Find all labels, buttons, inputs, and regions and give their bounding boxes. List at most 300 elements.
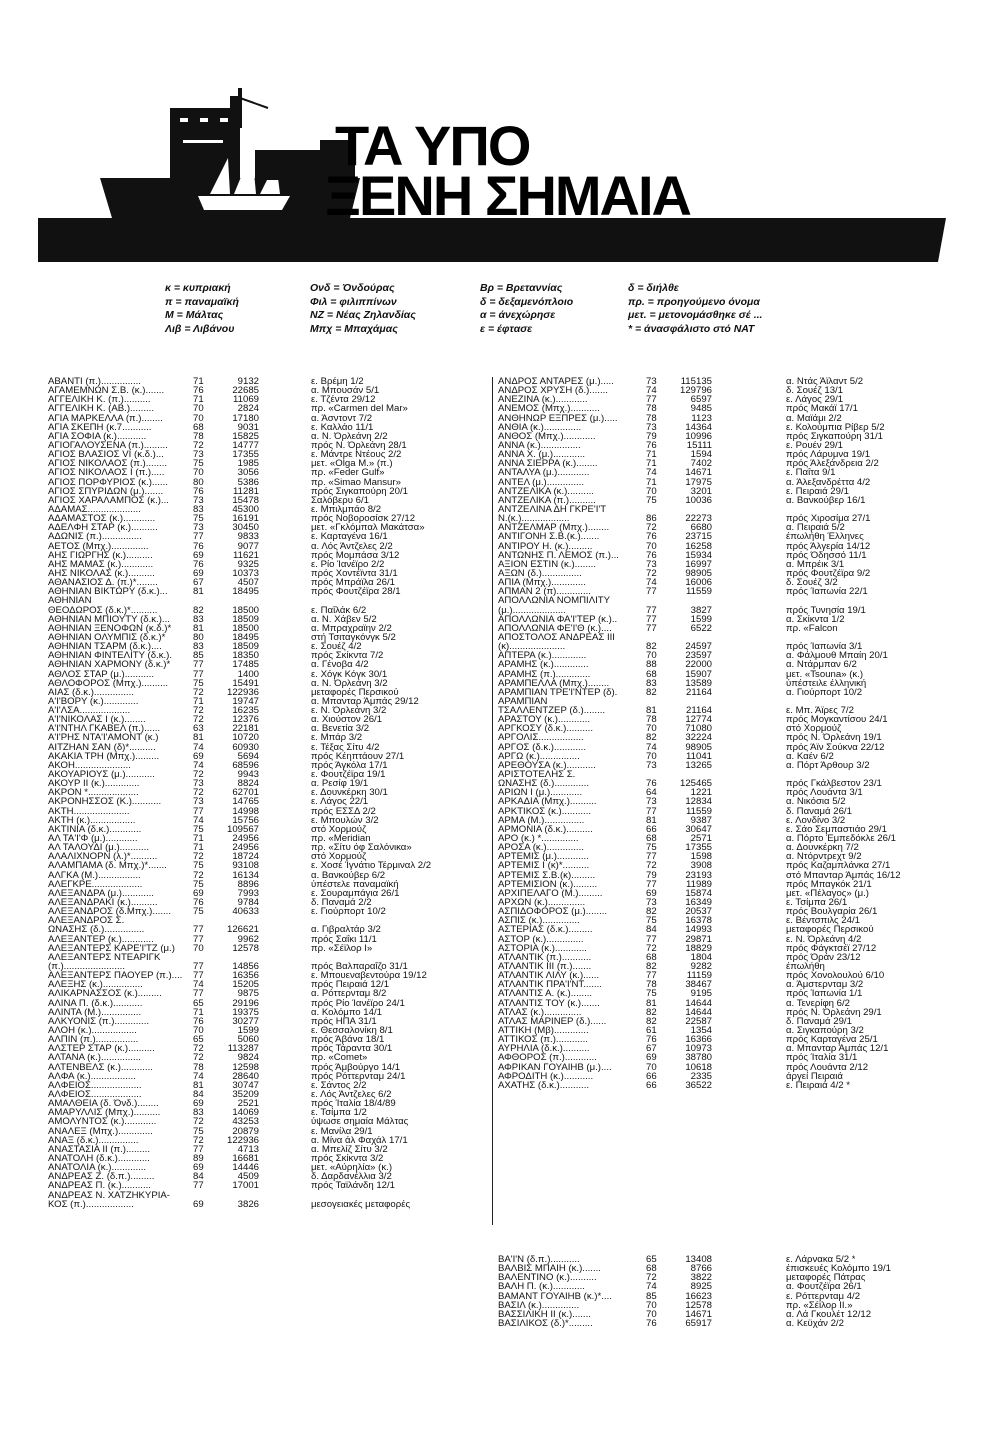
ship-entry bbox=[498, 395, 958, 404]
ship-entry bbox=[498, 542, 958, 551]
ship-status: πρός Καρταγένα 25/1 bbox=[786, 1035, 878, 1045]
build-year: 71 bbox=[646, 459, 657, 469]
ship-entry bbox=[48, 1099, 488, 1108]
build-year: 77 bbox=[646, 605, 657, 615]
tonnage: 15934 bbox=[685, 550, 712, 560]
ship-entry bbox=[48, 944, 488, 953]
ship-name: ΑΤΛΑΝΤΙΚ ΙΙΙ (π.)....... bbox=[498, 962, 592, 972]
sailboat-icon bbox=[198, 196, 290, 210]
build-year: 67 bbox=[646, 1044, 657, 1054]
ship-name: ΑΝΤΙΓΟΝΗ Σ.Β.(κ.)....... bbox=[498, 532, 600, 542]
ship-status: ε. Θεσσαλονίκη 8/1 bbox=[311, 1025, 393, 1036]
ship-entry bbox=[498, 770, 958, 779]
tonnage: 16997 bbox=[685, 559, 712, 569]
ship-name: ΑΡΑΜΗΣ (π.)............. bbox=[498, 669, 591, 679]
ship-entry bbox=[498, 1008, 958, 1017]
ship-status: α. Βενετία 3/2 bbox=[311, 724, 370, 734]
build-year: 89 bbox=[193, 1153, 204, 1164]
tonnage: 17355 bbox=[232, 450, 259, 460]
build-year: 76 bbox=[193, 486, 204, 496]
build-year: 83 bbox=[193, 504, 204, 515]
build-year: 77 bbox=[193, 989, 204, 999]
build-year: 75 bbox=[193, 879, 204, 889]
build-year: 77 bbox=[646, 395, 657, 405]
tonnage: 4507 bbox=[237, 578, 259, 588]
tonnage: 14777 bbox=[232, 440, 259, 451]
tonnage: 11069 bbox=[233, 395, 259, 405]
ship-status: πρ. «Σέϊλορ Ι» bbox=[311, 943, 373, 953]
ship-name: ΑΦΡΙΚΑΝ ΓΟΥΑΙΗΒ (μ.).... bbox=[498, 1062, 612, 1072]
ship-name: ΩΝΑΣΗΣ (δ.)............. bbox=[498, 779, 590, 789]
build-year: 78 bbox=[193, 431, 204, 441]
ship-entry bbox=[498, 1081, 958, 1090]
ship-status: α. Μπουσάν 5/1 bbox=[311, 386, 380, 396]
tonnage: 5694 bbox=[237, 751, 259, 761]
ship-name: ΑΗΣ ΝΙΚΟΛΑΣ (κ.).......... bbox=[48, 568, 155, 579]
build-year: 72 bbox=[193, 715, 204, 725]
ship-name: ΑΛΕΞΑΝΤΕΡΣ ΠΑΟΥΕΡ (π.).... bbox=[48, 971, 183, 981]
build-year: 77 bbox=[646, 934, 657, 944]
tonnage: 30450 bbox=[232, 523, 259, 533]
ship-name: ΑΓΓΕΛΙΚΗ Κ. (ΑΒ.)......... bbox=[48, 404, 155, 414]
ship-status: μετ. «Tsouna» (κ.) bbox=[786, 669, 864, 679]
build-year: 65 bbox=[646, 1255, 657, 1265]
ship-status: πρ. «Falcon bbox=[786, 623, 838, 633]
build-year: 73 bbox=[193, 450, 204, 460]
ship-entry bbox=[498, 560, 958, 569]
tonnage: 17975 bbox=[685, 477, 712, 487]
tonnage: 13265 bbox=[685, 760, 712, 771]
build-year: 65 bbox=[193, 998, 204, 1008]
build-year: 70 bbox=[646, 486, 657, 496]
ship-status: ε. Μπουεναβεντούρα 19/12 bbox=[311, 971, 427, 981]
ship-name: ΑΡΑΜΠΕΛΛΑ (Μπχ.)........ bbox=[498, 678, 610, 688]
ship-status: α. Γιβραλτάρ 3/2 bbox=[311, 925, 381, 935]
build-year: 75 bbox=[193, 1126, 204, 1136]
build-year: 73 bbox=[646, 422, 657, 432]
build-year: 71 bbox=[193, 696, 204, 707]
ship-name: ΑΝΔΡΟΣ ΑΝΤΑΡΕΣ (μ.)..... bbox=[498, 377, 614, 387]
ship-entry bbox=[48, 478, 488, 487]
ship-name: ΑΝΔΡΟΣ ΧΡΥΣΗ (δ.)....... bbox=[498, 386, 608, 396]
ship-status: πρός Άμβούργο 14/1 bbox=[311, 1062, 401, 1072]
ship-name: ΑΡΚΑΔΙΑ (Μπχ.).......... bbox=[498, 797, 597, 807]
tonnage: 11559 bbox=[686, 587, 712, 597]
tonnage: 9784 bbox=[237, 898, 259, 908]
tonnage: 18500 bbox=[232, 605, 259, 615]
ship-name: ΑΓΓΕΛΙΚΗ Κ. (π.).......... bbox=[48, 395, 151, 405]
ship-entry bbox=[48, 596, 488, 605]
tonnage: 32224 bbox=[685, 733, 712, 743]
ship-entry bbox=[498, 642, 958, 651]
ship-name: ΑΝΤΖΕΛΙΚΑ (κ.).......... bbox=[498, 486, 594, 496]
ship-entry bbox=[48, 1035, 488, 1044]
tonnage: 18350 bbox=[232, 651, 259, 661]
build-year: 81 bbox=[646, 706, 657, 716]
ship-entry bbox=[48, 834, 488, 843]
ship-status: άργεί Πειραιά bbox=[786, 1071, 843, 1081]
ship-entry bbox=[498, 706, 958, 715]
ship-entry bbox=[48, 670, 488, 679]
tonnage: 3908 bbox=[690, 861, 712, 871]
ship-entry bbox=[48, 706, 488, 715]
tonnage: 14856 bbox=[232, 962, 259, 972]
ship-name: ΑΙΑΣ (δ.κ.)............... bbox=[48, 687, 134, 697]
build-year: 70 bbox=[646, 541, 657, 551]
tonnage: 16366 bbox=[685, 1035, 712, 1045]
build-year: 72 bbox=[193, 706, 204, 716]
build-year: 69 bbox=[646, 888, 657, 899]
ship-status: α. Κολόμπο 14/1 bbox=[311, 1007, 382, 1017]
ship-name: ΑΣΠΙΣ (κ.).............. bbox=[498, 916, 580, 926]
tonnage: 30747 bbox=[232, 1080, 259, 1090]
legend-entry: ε = έφτασε bbox=[480, 322, 533, 335]
ship-name: ΑΛΠΙΝ (π.)................ bbox=[48, 1035, 139, 1045]
ship-entry bbox=[48, 386, 488, 395]
ship-status: έπωλήθη Έλληνες bbox=[786, 532, 864, 542]
ship-entry bbox=[498, 925, 958, 934]
ship-status: ε. Ν. Όρλεάνη 4/2 bbox=[786, 934, 862, 944]
ship-name: ΑΛ ΤΑΛΟΥΔΙ (μ.)........... bbox=[48, 843, 150, 853]
ship-name: ΑΔΕΛΦΗ ΣΤΑΡ (κ.).......... bbox=[48, 523, 158, 533]
build-year: 76 bbox=[193, 386, 204, 396]
ship-status: α. Ντόρντρεχτ 9/2 bbox=[786, 852, 862, 862]
tonnage: 3822 bbox=[690, 1273, 712, 1283]
build-year: 66 bbox=[646, 1071, 657, 1081]
build-year: 68 bbox=[193, 422, 204, 432]
tonnage: 12774 bbox=[685, 715, 712, 725]
tonnage: 1804 bbox=[690, 952, 712, 963]
ship-name: ΑΝΑΞ (δ.κ.)............... bbox=[48, 1135, 139, 1145]
ship-entry bbox=[48, 797, 488, 806]
ship-entry bbox=[498, 852, 958, 861]
build-year: 82 bbox=[646, 1016, 657, 1026]
ship-entry bbox=[48, 651, 488, 660]
build-year: 77 bbox=[193, 806, 204, 816]
build-year: 77 bbox=[193, 962, 204, 972]
ship-status: ε. Κολούμπια Ρίβερ 5/2 bbox=[786, 422, 885, 432]
ship-entry bbox=[48, 889, 488, 898]
ship-status: πρός Πειραιά 12/1 bbox=[311, 980, 390, 990]
build-year: 76 bbox=[193, 559, 204, 569]
tonnage: 14644 bbox=[685, 998, 712, 1008]
ship-entry bbox=[48, 642, 488, 651]
ship-entry bbox=[498, 871, 958, 880]
ship-name: ΑΚΡΟΝΗΣΣΟΣ (Κ.)........... bbox=[48, 797, 162, 807]
build-year: 70 bbox=[646, 651, 657, 661]
ship-entry bbox=[48, 816, 488, 825]
tonnage: 15825 bbox=[232, 431, 259, 441]
tonnage: 14765 bbox=[232, 797, 259, 807]
build-year: 72 bbox=[193, 770, 204, 780]
ship-status: ε. Πειραιά 4/2 * bbox=[786, 1080, 851, 1090]
build-year: 78 bbox=[646, 715, 657, 725]
legend-column-4 bbox=[628, 282, 762, 336]
ship-name: ΑΡΜΟΝΙΑ (δ.κ.).......... bbox=[498, 824, 593, 835]
ship-name: ΑΛΕΞΗΣ (κ.)............... bbox=[48, 980, 143, 990]
ship-name: ΑΝΤΕΛ (μ.).............. bbox=[498, 477, 585, 487]
ship-status: α. Σιγκαπούρη 3/2 bbox=[786, 1025, 864, 1036]
ship-name: ΑΛΑΜΠΑΜΑ (δ. Μπχ.)*....... bbox=[48, 861, 167, 871]
ship-name: ΑΚΤΗ..................... bbox=[48, 806, 130, 816]
ship-name: ΑΓΙΟΣ ΝΙΚΟΛΑΟΣ (π.)........ bbox=[48, 459, 168, 469]
build-year: 71 bbox=[193, 395, 204, 405]
ship-name: ΑΧΑΤΗΣ (δ.κ.)........... bbox=[498, 1080, 590, 1090]
build-year: 82 bbox=[646, 962, 657, 972]
ship-name: ΑΛΙΝΑ Π. (δ.κ.)........... bbox=[48, 998, 143, 1008]
ship-status: πρ. «Σίτυ όφ Σαλόνικα» bbox=[311, 843, 412, 853]
tonnage: 8896 bbox=[237, 879, 259, 889]
ship-name: ΑΛΓΚΑ (Μ.)................ bbox=[48, 870, 141, 880]
ship-status: ε. Χόγκ Κόγκ 30/1 bbox=[311, 669, 388, 679]
ship-entry bbox=[498, 989, 958, 998]
ship-entry bbox=[498, 615, 958, 624]
ship-status: α. Νικόσια 5/2 bbox=[786, 797, 846, 807]
build-year: 70 bbox=[193, 468, 204, 478]
ship-status: ε. Μπάρ 3/2 bbox=[311, 733, 363, 743]
legend-entry: π = παναμαϊκή bbox=[165, 295, 239, 308]
ship-status: α. Μίνα άλ Φαχάλ 17/1 bbox=[311, 1135, 408, 1145]
tonnage: 14446 bbox=[232, 1163, 259, 1173]
ship-name: ΑΣΤΟΡ (κ.).............. bbox=[498, 934, 584, 944]
ship-name: ΑΡΓΟΛΙΣ................. bbox=[498, 733, 584, 743]
ship-name: ΑΔΩΝΙΣ (π.)............... bbox=[48, 532, 142, 542]
ship-list-right-column bbox=[498, 377, 958, 1090]
build-year: 80 bbox=[193, 632, 204, 643]
ship-status: πρ. «Σέϊλορ ΙΙ.» bbox=[786, 1300, 853, 1310]
ship-name: ΘΕΟΔΩΡΟΣ (δ.κ.)*.......... bbox=[48, 605, 158, 615]
ship-name: ΑΓΙΟΣ ΧΑΡΑΛΑΜΠΟΣ (κ.)... bbox=[48, 495, 169, 505]
build-year: 72 bbox=[193, 852, 204, 862]
ship-entry bbox=[48, 999, 488, 1008]
ship-entry bbox=[48, 1063, 488, 1072]
ship-entry bbox=[498, 834, 958, 843]
ship-name: ΑΠΟΛΛΩΝΙΑ ΝΟΜΠΙΛΙΤΥ bbox=[498, 596, 611, 606]
ship-status: μεταφορές Περσικού bbox=[311, 687, 399, 697]
ship-status: α. Μαϊάμι 2/2 bbox=[786, 413, 842, 423]
ship-name: ΑΡΟΣΑ (κ.).............. bbox=[498, 843, 584, 853]
build-year: 75 bbox=[193, 824, 204, 835]
ship-entry bbox=[48, 578, 488, 587]
ship-entry bbox=[498, 816, 958, 825]
build-year: 75 bbox=[646, 495, 657, 505]
ship-name: ΑΡΚΤΙΚΟΣ (κ.)........... bbox=[498, 806, 592, 816]
ship-status: ε. Μπ. Άϊρες 7/2 bbox=[786, 706, 854, 716]
ship-status: α. Μπανταρ Άμπάς 12/1 bbox=[786, 1044, 889, 1054]
ship-entry bbox=[498, 423, 958, 432]
ship-entry bbox=[498, 441, 958, 450]
ship-status: ε. Παΐτα 9/1 bbox=[786, 468, 836, 478]
build-year: 76 bbox=[646, 532, 657, 542]
build-year: 84 bbox=[646, 925, 657, 935]
ship-entry bbox=[498, 1255, 958, 1264]
ship-status: ε. Λός Άντζελες 6/2 bbox=[311, 1089, 392, 1100]
tonnage: 22000 bbox=[685, 660, 712, 670]
ship-status: α. Ν. Όρλεάνη 3/2 bbox=[311, 678, 388, 688]
ship-name: ΑΝΝΑ (κ.)............... bbox=[498, 440, 581, 451]
ship-name: ΑΝΤΩΝΗΣ Π. ΛΕΜΟΣ (π.)... bbox=[498, 550, 619, 560]
ship-name: ΑΘΗΝΙΑΝ bbox=[48, 596, 92, 606]
ship-status: πρός Φάγκτσέϊ 27/12 bbox=[786, 943, 877, 953]
build-year: 74 bbox=[193, 1071, 204, 1081]
ship-name: ΑΣΠΙΔΟΦΟΡΟΣ (μ.)........ bbox=[498, 907, 608, 917]
build-year: 72 bbox=[193, 687, 204, 697]
ship-status: πρός Βουλγαρία 26/1 bbox=[786, 907, 878, 917]
ship-entry bbox=[498, 1017, 958, 1026]
ship-status: ε. Τέξας Σίτυ 4/2 bbox=[311, 742, 380, 752]
ship-entry bbox=[498, 606, 958, 615]
tonnage: 14671 bbox=[685, 468, 712, 478]
ship-status: ε. Χοσέ Ίγνάτιο Τέρμιναλ 2/2 bbox=[311, 861, 432, 871]
ship-entry bbox=[498, 697, 958, 706]
legend-entry: α = άνεχώρησε bbox=[480, 309, 556, 321]
build-year: 70 bbox=[646, 1309, 657, 1319]
ship-entry bbox=[498, 468, 958, 477]
ship-entry bbox=[498, 724, 958, 733]
ship-name: ΑΡΤΕΜΙΣΙΟΝ (κ.)......... bbox=[498, 879, 598, 889]
ship-entry bbox=[48, 1090, 488, 1099]
build-year: 67 bbox=[193, 578, 204, 588]
ship-name: ΑΗΣ ΜΑΜΑΣ (κ.)............ bbox=[48, 559, 154, 569]
tonnage: 12834 bbox=[685, 797, 712, 807]
build-year: 69 bbox=[193, 751, 204, 761]
ship-status: δ. Παναμά 2/2 bbox=[311, 898, 372, 908]
ship-name: ΑΞΩΝ (δ.)............... bbox=[498, 568, 582, 579]
build-year: 77 bbox=[646, 623, 657, 633]
legend-entry: Λιβ = Λιβάνου bbox=[165, 322, 235, 335]
tonnage: 18509 bbox=[232, 614, 259, 624]
build-year: 73 bbox=[646, 377, 657, 387]
ship-entry bbox=[498, 660, 958, 669]
tonnage: 10373 bbox=[232, 568, 259, 579]
tonnage: 13408 bbox=[685, 1255, 712, 1265]
ship-status: πρός Ίαπωνία 1/1 bbox=[786, 989, 863, 999]
ship-name: ΑΝΤΑΛΥΑ (μ.)............ bbox=[498, 468, 590, 478]
ship-entry bbox=[48, 907, 488, 916]
ship-status: μεσογειακές μεταφορές bbox=[311, 1199, 411, 1209]
tonnage: 5386 bbox=[237, 477, 259, 487]
ship-name: ΑΝΑΤΟΛΗ (δ.κ.)............ bbox=[48, 1153, 150, 1164]
tonnage: 14644 bbox=[685, 1007, 712, 1017]
tonnage: 14671 bbox=[685, 1309, 712, 1319]
ship-name: ΑΡΙΣΤΟΤΕΛΗΣ Σ. bbox=[498, 770, 576, 780]
ship-name: ΒΑΛΕΝΤΙΝΟ (κ.).......... bbox=[498, 1273, 597, 1283]
ship-entry bbox=[48, 377, 488, 386]
ship-entry bbox=[48, 1008, 488, 1017]
ship-entry bbox=[498, 971, 958, 980]
build-year: 73 bbox=[646, 898, 657, 908]
build-year: 74 bbox=[646, 578, 657, 588]
legend-entry: δ = δεξαμενόπλοιο bbox=[480, 295, 574, 308]
ship-entry bbox=[48, 468, 488, 477]
build-year: 72 bbox=[193, 870, 204, 880]
ship-status: δ. Σουέζ 13/1 bbox=[786, 386, 844, 396]
ship-name: ΑΡΑΜΠΙΑΝ ΤΡΕ'Ι'ΝΤΕΡ (δ). bbox=[498, 687, 618, 697]
ship-entry bbox=[498, 569, 958, 578]
tonnage: 9132 bbox=[237, 377, 259, 387]
ship-entry bbox=[498, 523, 958, 532]
tonnage: 4509 bbox=[237, 1172, 259, 1182]
build-year: 74 bbox=[193, 760, 204, 771]
ship-name: ΑΝΑΣΤΑΣΙΑ ΙΙ (π.)......... bbox=[48, 1144, 150, 1154]
ship-entry bbox=[48, 724, 488, 733]
ship-entry bbox=[498, 478, 958, 487]
ship-name: ΑΤΤΙΚΟΣ (π.)............ bbox=[498, 1035, 588, 1045]
tonnage: 14993 bbox=[685, 925, 712, 935]
tonnage: 17485 bbox=[232, 660, 259, 670]
tonnage: 38467 bbox=[685, 980, 712, 990]
ship-status: ε. Λάγος 22/1 bbox=[311, 797, 369, 807]
ship-name: ΑΡΜΑ (Μ.)............... bbox=[498, 815, 585, 825]
legend-entry: Φιλ = φιλιππίνων bbox=[310, 295, 397, 308]
tonnage: 30277 bbox=[232, 1016, 259, 1026]
ship-name: ΤΣΑΛΛΕΝΤΖΕΡ (δ.)........ bbox=[498, 706, 606, 716]
tonnage: 11041 bbox=[686, 751, 712, 761]
ship-name: ΑΠΟΛΛΩΝΙΑ ΦΕ'Ι'Θ (κ.).... bbox=[498, 623, 612, 633]
tonnage: 5060 bbox=[237, 1035, 259, 1045]
ship-entry bbox=[498, 953, 958, 962]
ship-name: ΚΟΣ (π.).................. bbox=[48, 1199, 134, 1209]
ship-status: πρός Άγκόλα 17/1 bbox=[311, 760, 388, 771]
ship-entry bbox=[48, 606, 488, 615]
ship-name: ΑΡΑΣΤΟΥ (κ.)............ bbox=[498, 715, 590, 725]
ship-status: ε. Καρταγένα 16/1 bbox=[311, 532, 388, 542]
ship-name: ΑΛΑΛΙΧΝΟΡΝ (λ.)*.......... bbox=[48, 852, 158, 862]
ship-status: πρός Κέηπτάουν 27/1 bbox=[311, 751, 405, 761]
ship-entry bbox=[48, 633, 488, 642]
tonnage: 19375 bbox=[232, 1007, 259, 1017]
build-year: 69 bbox=[193, 550, 204, 560]
build-year: 81 bbox=[646, 998, 657, 1008]
tonnage: 1599 bbox=[690, 614, 712, 624]
ship-name: ΑΓΙΟΓΑΛΟΥΣΕΝΑ (π.)......... bbox=[48, 440, 168, 451]
build-year: 75 bbox=[646, 989, 657, 999]
ship-name: ΑΡΓΟΣ (δ.κ.)............ bbox=[498, 742, 586, 752]
tonnage: 8925 bbox=[690, 1282, 712, 1292]
build-year: 86 bbox=[646, 514, 657, 524]
ship-name: ΩΝΑΣΗΣ (δ.)............... bbox=[48, 925, 145, 935]
ship-name: ΑΤΛΑΣ (κ.).............. bbox=[498, 1007, 582, 1017]
ship-entry bbox=[498, 404, 958, 413]
tonnage: 109567 bbox=[226, 824, 259, 835]
ship-status: α. Ν. Όρλεάνη 2/2 bbox=[311, 431, 388, 441]
build-year: 78 bbox=[646, 980, 657, 990]
tonnage: 24956 bbox=[232, 834, 259, 844]
ship-entry bbox=[48, 1117, 488, 1126]
ship-entry bbox=[48, 1136, 488, 1145]
ship-status: α. Σκίκντα 1/2 bbox=[786, 614, 845, 624]
build-year: 72 bbox=[646, 523, 657, 533]
ship-status: α. Μπραχραϊην 2/2 bbox=[311, 623, 392, 633]
tonnage: 1598 bbox=[690, 852, 712, 862]
ship-name: ΑΛΤΑΝΑ (κ.)............... bbox=[48, 1053, 141, 1063]
ship-status: α. Πειραιά 5/2 bbox=[786, 523, 845, 533]
tonnage: 122936 bbox=[226, 1135, 259, 1145]
ship-entry bbox=[48, 1072, 488, 1081]
ship-status: έπισκευές Κολόμπο 19/1 bbox=[786, 1264, 891, 1274]
tonnage: 16681 bbox=[232, 1153, 259, 1164]
build-year: 70 bbox=[193, 404, 204, 414]
ship-name: ΑΜΑΛΘΕΙΑ (δ. Όνδ.)........ bbox=[48, 1099, 159, 1109]
ship-entry bbox=[498, 633, 958, 642]
ship-name: ΑΜΟΛΥΝΤΟΣ (κ.)............ bbox=[48, 1117, 157, 1127]
ship-status: πρός Σιγκαπούρη 31/1 bbox=[786, 431, 883, 441]
build-year: 76 bbox=[646, 440, 657, 451]
build-year: 77 bbox=[646, 852, 657, 862]
tonnage: 11281 bbox=[233, 486, 259, 496]
build-year: 68 bbox=[646, 669, 657, 679]
ship-status: ύπέστειλε έλληνική bbox=[786, 678, 867, 688]
